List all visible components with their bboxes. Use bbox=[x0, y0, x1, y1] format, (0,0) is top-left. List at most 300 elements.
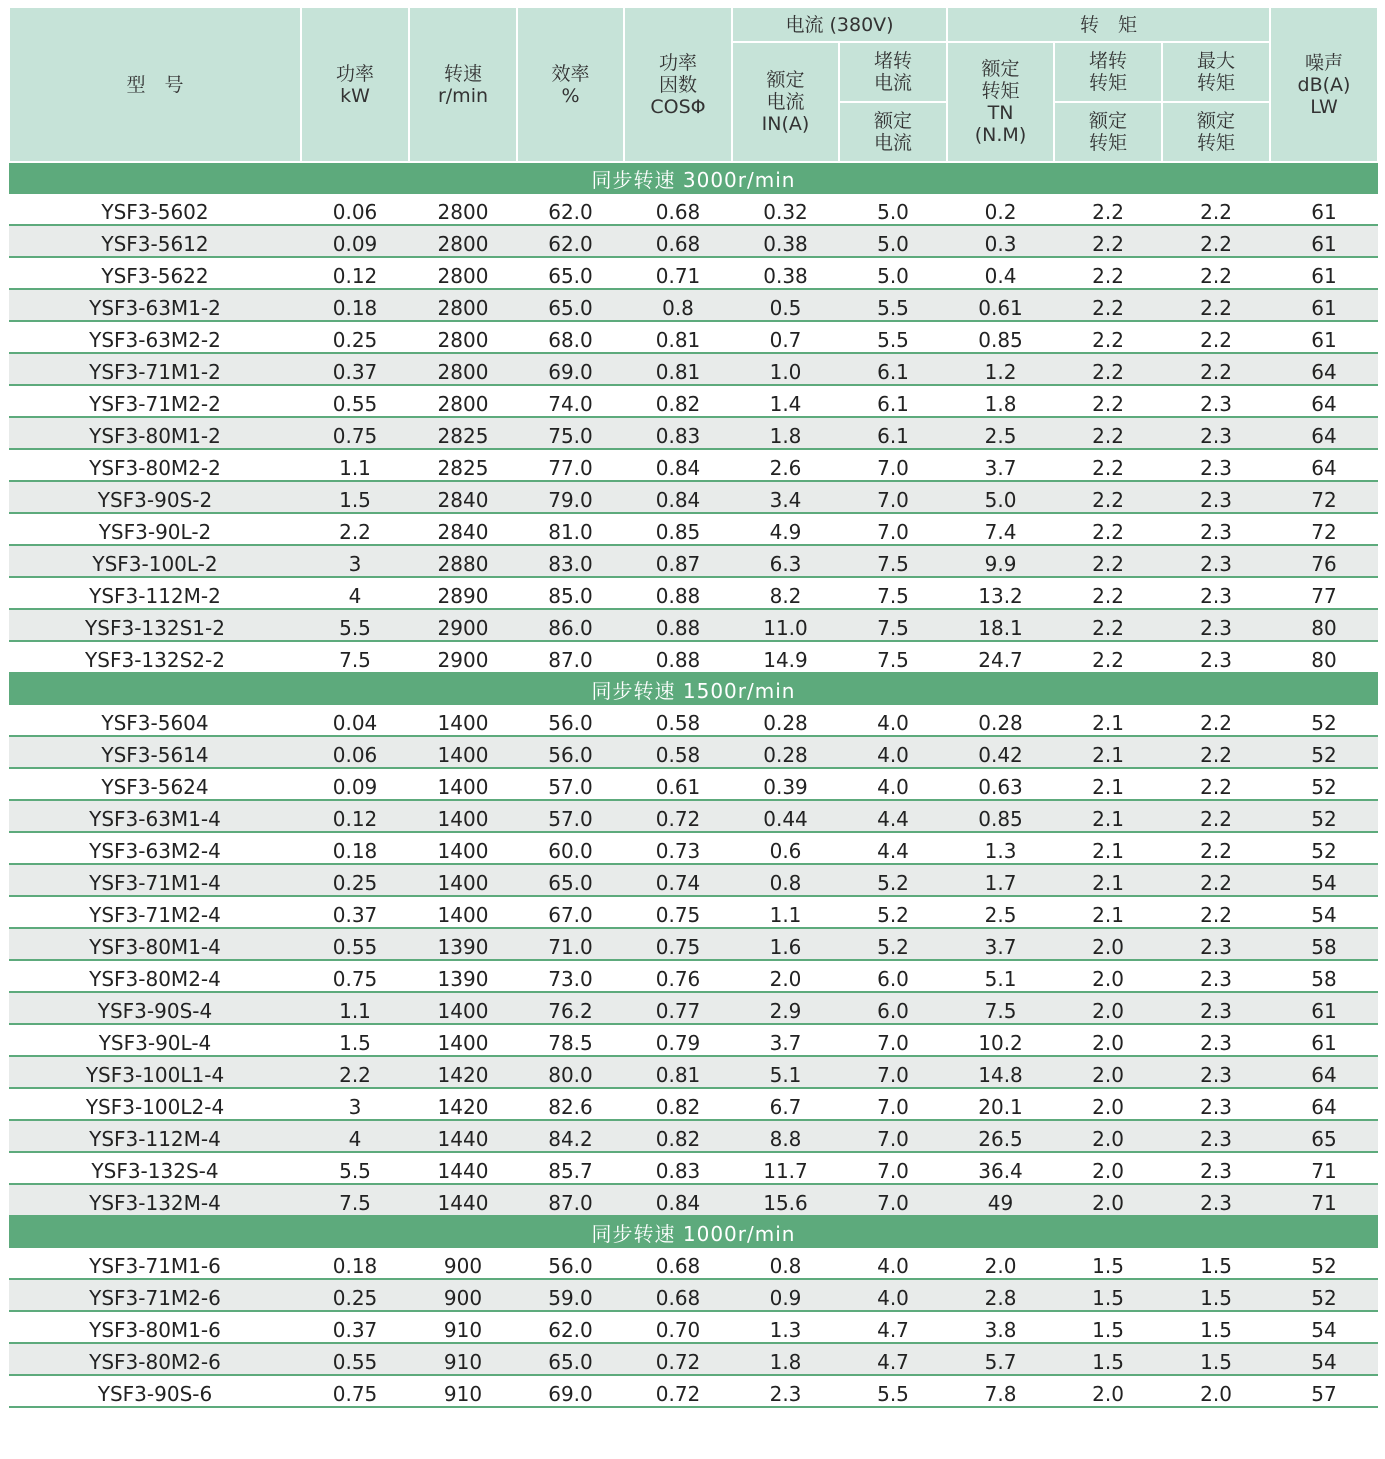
value-cell: 0.55 bbox=[301, 385, 409, 417]
header-power bbox=[301, 7, 409, 162]
table-row bbox=[9, 225, 1378, 257]
value-cell: 8.8 bbox=[732, 1120, 839, 1152]
value-cell: 87.0 bbox=[517, 1184, 624, 1216]
value-cell: 52 bbox=[1270, 1248, 1378, 1279]
value-cell: 3.8 bbox=[947, 1311, 1054, 1343]
value-cell: 5.0 bbox=[947, 481, 1054, 513]
value-cell: 69.0 bbox=[517, 353, 624, 385]
value-cell: 1.3 bbox=[947, 832, 1054, 864]
value-cell: 900 bbox=[409, 1248, 517, 1279]
value-cell: 52 bbox=[1270, 1279, 1378, 1311]
header-lt-bot-line2: 转矩 bbox=[1089, 132, 1128, 154]
value-cell: 0.18 bbox=[301, 289, 409, 321]
value-cell: 4.0 bbox=[839, 768, 947, 800]
value-cell: 2.0 bbox=[1054, 1088, 1162, 1120]
value-cell: 7.0 bbox=[839, 1120, 947, 1152]
value-cell: 26.5 bbox=[947, 1120, 1054, 1152]
value-cell: 4.4 bbox=[839, 800, 947, 832]
value-cell: 0.68 bbox=[624, 194, 732, 225]
value-cell: 7.5 bbox=[839, 545, 947, 577]
value-cell: 9.9 bbox=[947, 545, 1054, 577]
value-cell: 2.0 bbox=[1054, 1375, 1162, 1407]
value-cell: 0.55 bbox=[301, 928, 409, 960]
value-cell: 1.0 bbox=[732, 353, 839, 385]
value-cell: 4.0 bbox=[839, 1248, 947, 1279]
value-cell: 68.0 bbox=[517, 321, 624, 353]
value-cell: 2.2 bbox=[1054, 194, 1162, 225]
value-cell: 0.84 bbox=[624, 449, 732, 481]
value-cell: 2.2 bbox=[1054, 417, 1162, 449]
value-cell: 71.0 bbox=[517, 928, 624, 960]
model-cell: YSF3-80M2-2 bbox=[9, 449, 301, 481]
value-cell: 0.87 bbox=[624, 545, 732, 577]
value-cell: 0.18 bbox=[301, 832, 409, 864]
model-cell: YSF3-5604 bbox=[9, 705, 301, 736]
header-max-torque-top bbox=[1162, 42, 1270, 102]
model-cell: YSF3-132S-4 bbox=[9, 1152, 301, 1184]
value-cell: 61 bbox=[1270, 992, 1378, 1024]
value-cell: 5.2 bbox=[839, 864, 947, 896]
value-cell: 2.2 bbox=[1162, 225, 1270, 257]
value-cell: 0.83 bbox=[624, 1152, 732, 1184]
table-row bbox=[9, 832, 1378, 864]
value-cell: 36.4 bbox=[947, 1152, 1054, 1184]
value-cell: 0.88 bbox=[624, 609, 732, 641]
model-cell: YSF3-63M2-2 bbox=[9, 321, 301, 353]
header-torque-group: 转 矩 bbox=[947, 7, 1270, 42]
value-cell: 49 bbox=[947, 1184, 1054, 1216]
value-cell: 2.3 bbox=[1162, 577, 1270, 609]
value-cell: 5.5 bbox=[839, 321, 947, 353]
header-rt-line3: TN bbox=[987, 102, 1014, 124]
value-cell: 2.2 bbox=[1162, 194, 1270, 225]
value-cell: 74.0 bbox=[517, 385, 624, 417]
table-row bbox=[9, 1311, 1378, 1343]
value-cell: 62.0 bbox=[517, 1311, 624, 1343]
value-cell: 57.0 bbox=[517, 800, 624, 832]
value-cell: 56.0 bbox=[517, 736, 624, 768]
value-cell: 2.8 bbox=[947, 1279, 1054, 1311]
value-cell: 0.38 bbox=[732, 225, 839, 257]
value-cell: 5.1 bbox=[947, 960, 1054, 992]
value-cell: 80 bbox=[1270, 609, 1378, 641]
table-row bbox=[9, 800, 1378, 832]
value-cell: 5.0 bbox=[839, 225, 947, 257]
value-cell: 2.1 bbox=[1054, 705, 1162, 736]
table-row bbox=[9, 1120, 1378, 1152]
value-cell: 0.8 bbox=[732, 1248, 839, 1279]
value-cell: 2.0 bbox=[1054, 1024, 1162, 1056]
value-cell: 2.2 bbox=[1162, 896, 1270, 928]
value-cell: 0.58 bbox=[624, 736, 732, 768]
value-cell: 1.5 bbox=[1162, 1343, 1270, 1375]
table-row bbox=[9, 385, 1378, 417]
header-rt-line1: 额定 bbox=[981, 58, 1020, 80]
value-cell: 0.76 bbox=[624, 960, 732, 992]
value-cell: 1.5 bbox=[1054, 1248, 1162, 1279]
value-cell: 0.39 bbox=[732, 768, 839, 800]
value-cell: 1.5 bbox=[1162, 1248, 1270, 1279]
value-cell: 2.0 bbox=[1054, 1184, 1162, 1216]
value-cell: 0.84 bbox=[624, 481, 732, 513]
value-cell: 57 bbox=[1270, 1375, 1378, 1407]
value-cell: 2800 bbox=[409, 225, 517, 257]
value-cell: 4.7 bbox=[839, 1343, 947, 1375]
header-max-torque-bottom bbox=[1162, 102, 1270, 162]
value-cell: 3 bbox=[301, 1088, 409, 1120]
value-cell: 910 bbox=[409, 1343, 517, 1375]
table-row bbox=[9, 513, 1378, 545]
value-cell: 4.9 bbox=[732, 513, 839, 545]
value-cell: 0.82 bbox=[624, 385, 732, 417]
value-cell: 7.0 bbox=[839, 1184, 947, 1216]
value-cell: 0.68 bbox=[624, 1248, 732, 1279]
header-mt-bot-line1: 额定 bbox=[1197, 110, 1236, 132]
header-mt-top-line2: 转矩 bbox=[1197, 72, 1236, 94]
header-lc-bot-line2: 电流 bbox=[874, 132, 913, 154]
value-cell: 2.2 bbox=[1054, 321, 1162, 353]
value-cell: 2.9 bbox=[732, 992, 839, 1024]
value-cell: 1.4 bbox=[732, 385, 839, 417]
model-cell: YSF3-71M1-2 bbox=[9, 353, 301, 385]
value-cell: 3.4 bbox=[732, 481, 839, 513]
value-cell: 64 bbox=[1270, 449, 1378, 481]
model-cell: YSF3-80M1-4 bbox=[9, 928, 301, 960]
value-cell: 0.72 bbox=[624, 800, 732, 832]
value-cell: 0.04 bbox=[301, 705, 409, 736]
header-rt-line2: 转矩 bbox=[981, 80, 1020, 102]
model-cell: YSF3-63M1-2 bbox=[9, 289, 301, 321]
header-noise bbox=[1270, 7, 1378, 162]
value-cell: 0.82 bbox=[624, 1120, 732, 1152]
value-cell: 1.8 bbox=[732, 417, 839, 449]
value-cell: 65.0 bbox=[517, 1343, 624, 1375]
value-cell: 24.7 bbox=[947, 641, 1054, 673]
value-cell: 0.09 bbox=[301, 225, 409, 257]
value-cell: 1400 bbox=[409, 992, 517, 1024]
header-pf-line2: 因数 bbox=[658, 73, 697, 96]
value-cell: 56.0 bbox=[517, 1248, 624, 1279]
value-cell: 6.3 bbox=[732, 545, 839, 577]
value-cell: 0.82 bbox=[624, 1088, 732, 1120]
value-cell: 6.0 bbox=[839, 960, 947, 992]
table-row bbox=[9, 768, 1378, 800]
value-cell: 0.88 bbox=[624, 577, 732, 609]
value-cell: 2.0 bbox=[1054, 1152, 1162, 1184]
value-cell: 0.37 bbox=[301, 353, 409, 385]
value-cell: 0.75 bbox=[624, 896, 732, 928]
value-cell: 5.5 bbox=[301, 609, 409, 641]
model-cell: YSF3-71M1-6 bbox=[9, 1248, 301, 1279]
value-cell: 2.2 bbox=[1054, 257, 1162, 289]
value-cell: 2800 bbox=[409, 353, 517, 385]
value-cell: 7.0 bbox=[839, 1056, 947, 1088]
value-cell: 52 bbox=[1270, 736, 1378, 768]
header-mt-top-line1: 最大 bbox=[1197, 50, 1236, 72]
value-cell: 1.8 bbox=[732, 1343, 839, 1375]
value-cell: 2.1 bbox=[1054, 864, 1162, 896]
value-cell: 2.0 bbox=[1054, 1056, 1162, 1088]
table-body bbox=[9, 162, 1378, 1407]
value-cell: 0.61 bbox=[947, 289, 1054, 321]
value-cell: 13.2 bbox=[947, 577, 1054, 609]
value-cell: 2.2 bbox=[1054, 289, 1162, 321]
table-row bbox=[9, 609, 1378, 641]
value-cell: 2.3 bbox=[1162, 417, 1270, 449]
value-cell: 4.0 bbox=[839, 736, 947, 768]
value-cell: 4.0 bbox=[839, 1279, 947, 1311]
value-cell: 7.0 bbox=[839, 481, 947, 513]
value-cell: 0.28 bbox=[732, 736, 839, 768]
value-cell: 2.2 bbox=[1162, 736, 1270, 768]
model-cell: YSF3-100L-2 bbox=[9, 545, 301, 577]
value-cell: 7.4 bbox=[947, 513, 1054, 545]
value-cell: 2.0 bbox=[1162, 1375, 1270, 1407]
value-cell: 67.0 bbox=[517, 896, 624, 928]
value-cell: 11.7 bbox=[732, 1152, 839, 1184]
value-cell: 0.75 bbox=[624, 928, 732, 960]
value-cell: 2800 bbox=[409, 257, 517, 289]
value-cell: 0.58 bbox=[624, 705, 732, 736]
value-cell: 0.73 bbox=[624, 832, 732, 864]
value-cell: 6.1 bbox=[839, 353, 947, 385]
value-cell: 62.0 bbox=[517, 225, 624, 257]
header-speed-unit: r/min bbox=[437, 84, 489, 107]
value-cell: 2880 bbox=[409, 545, 517, 577]
value-cell: 1390 bbox=[409, 960, 517, 992]
value-cell: 2.0 bbox=[732, 960, 839, 992]
value-cell: 0.09 bbox=[301, 768, 409, 800]
value-cell: 0.75 bbox=[301, 1375, 409, 1407]
model-cell: YSF3-132S1-2 bbox=[9, 609, 301, 641]
header-lt-bot-line1: 额定 bbox=[1089, 110, 1128, 132]
value-cell: 910 bbox=[409, 1311, 517, 1343]
value-cell: 2.0 bbox=[1054, 960, 1162, 992]
value-cell: 6.0 bbox=[839, 992, 947, 1024]
value-cell: 57.0 bbox=[517, 768, 624, 800]
value-cell: 0.68 bbox=[624, 1279, 732, 1311]
value-cell: 1400 bbox=[409, 896, 517, 928]
model-cell: YSF3-80M1-6 bbox=[9, 1311, 301, 1343]
value-cell: 2.0 bbox=[1054, 992, 1162, 1024]
value-cell: 0.85 bbox=[624, 513, 732, 545]
value-cell: 1440 bbox=[409, 1120, 517, 1152]
value-cell: 2.3 bbox=[1162, 641, 1270, 673]
value-cell: 900 bbox=[409, 1279, 517, 1311]
value-cell: 7.0 bbox=[839, 449, 947, 481]
value-cell: 7.5 bbox=[947, 992, 1054, 1024]
value-cell: 4.4 bbox=[839, 832, 947, 864]
value-cell: 0.72 bbox=[624, 1343, 732, 1375]
value-cell: 2.3 bbox=[1162, 1184, 1270, 1216]
value-cell: 87.0 bbox=[517, 641, 624, 673]
table-row bbox=[9, 992, 1378, 1024]
value-cell: 1400 bbox=[409, 832, 517, 864]
value-cell: 2.3 bbox=[1162, 1088, 1270, 1120]
value-cell: 0.5 bbox=[732, 289, 839, 321]
header-power-unit: kW bbox=[340, 84, 370, 107]
value-cell: 5.2 bbox=[839, 928, 947, 960]
value-cell: 2.2 bbox=[1162, 257, 1270, 289]
value-cell: 1.1 bbox=[301, 992, 409, 1024]
value-cell: 2.2 bbox=[1054, 513, 1162, 545]
value-cell: 10.2 bbox=[947, 1024, 1054, 1056]
value-cell: 0.9 bbox=[732, 1279, 839, 1311]
value-cell: 84.2 bbox=[517, 1120, 624, 1152]
value-cell: 1400 bbox=[409, 864, 517, 896]
table-row bbox=[9, 1024, 1378, 1056]
value-cell: 61 bbox=[1270, 225, 1378, 257]
value-cell: 0.84 bbox=[624, 1184, 732, 1216]
model-cell: YSF3-5602 bbox=[9, 194, 301, 225]
header-rated-current bbox=[732, 42, 839, 162]
value-cell: 1.3 bbox=[732, 1311, 839, 1343]
value-cell: 0.85 bbox=[947, 321, 1054, 353]
value-cell: 2.2 bbox=[301, 1056, 409, 1088]
value-cell: 71 bbox=[1270, 1152, 1378, 1184]
value-cell: 1390 bbox=[409, 928, 517, 960]
value-cell: 1420 bbox=[409, 1056, 517, 1088]
value-cell: 77 bbox=[1270, 577, 1378, 609]
value-cell: 61 bbox=[1270, 321, 1378, 353]
value-cell: 0.4 bbox=[947, 257, 1054, 289]
value-cell: 5.0 bbox=[839, 257, 947, 289]
value-cell: 76 bbox=[1270, 545, 1378, 577]
value-cell: 7.5 bbox=[839, 609, 947, 641]
value-cell: 910 bbox=[409, 1375, 517, 1407]
model-cell: YSF3-90L-2 bbox=[9, 513, 301, 545]
header-lc-bot-line1: 额定 bbox=[874, 110, 913, 132]
value-cell: 5.5 bbox=[839, 289, 947, 321]
value-cell: 2825 bbox=[409, 449, 517, 481]
header-speed-line: 转速 bbox=[443, 62, 482, 85]
value-cell: 18.1 bbox=[947, 609, 1054, 641]
model-cell: YSF3-90S-4 bbox=[9, 992, 301, 1024]
model-cell: YSF3-80M2-4 bbox=[9, 960, 301, 992]
value-cell: 72 bbox=[1270, 513, 1378, 545]
value-cell: 7.0 bbox=[839, 1024, 947, 1056]
value-cell: 2.3 bbox=[1162, 513, 1270, 545]
value-cell: 62.0 bbox=[517, 194, 624, 225]
value-cell: 1.5 bbox=[1054, 1343, 1162, 1375]
value-cell: 0.70 bbox=[624, 1311, 732, 1343]
value-cell: 85.7 bbox=[517, 1152, 624, 1184]
value-cell: 1.5 bbox=[1162, 1279, 1270, 1311]
value-cell: 75.0 bbox=[517, 417, 624, 449]
value-cell: 73.0 bbox=[517, 960, 624, 992]
value-cell: 2.2 bbox=[1054, 577, 1162, 609]
value-cell: 1400 bbox=[409, 736, 517, 768]
value-cell: 1.5 bbox=[1054, 1279, 1162, 1311]
value-cell: 2.1 bbox=[1054, 896, 1162, 928]
header-power-line: 功率 bbox=[335, 62, 374, 85]
header-rc-line1: 额定 bbox=[766, 69, 805, 91]
value-cell: 2.3 bbox=[732, 1375, 839, 1407]
value-cell: 0.75 bbox=[301, 960, 409, 992]
value-cell: 52 bbox=[1270, 800, 1378, 832]
header-rc-line2: 电流 bbox=[766, 91, 805, 113]
value-cell: 2.5 bbox=[947, 896, 1054, 928]
value-cell: 1.1 bbox=[301, 449, 409, 481]
value-cell: 0.38 bbox=[732, 257, 839, 289]
value-cell: 2.2 bbox=[1054, 481, 1162, 513]
value-cell: 81.0 bbox=[517, 513, 624, 545]
value-cell: 4.0 bbox=[839, 705, 947, 736]
value-cell: 2.6 bbox=[732, 449, 839, 481]
value-cell: 2.3 bbox=[1162, 928, 1270, 960]
header-power-factor bbox=[624, 7, 732, 162]
value-cell: 0.55 bbox=[301, 1343, 409, 1375]
value-cell: 2.2 bbox=[1054, 449, 1162, 481]
value-cell: 5.1 bbox=[732, 1056, 839, 1088]
value-cell: 1440 bbox=[409, 1152, 517, 1184]
model-cell: YSF3-5612 bbox=[9, 225, 301, 257]
header-lt-top-line1: 堵转 bbox=[1089, 50, 1128, 72]
value-cell: 2.3 bbox=[1162, 609, 1270, 641]
section-title: 同步转速 3000r/min bbox=[9, 162, 1378, 194]
value-cell: 5.7 bbox=[947, 1343, 1054, 1375]
value-cell: 64 bbox=[1270, 353, 1378, 385]
value-cell: 6.1 bbox=[839, 385, 947, 417]
value-cell: 2900 bbox=[409, 641, 517, 673]
value-cell: 0.28 bbox=[947, 705, 1054, 736]
value-cell: 2.3 bbox=[1162, 1024, 1270, 1056]
value-cell: 11.0 bbox=[732, 609, 839, 641]
value-cell: 14.8 bbox=[947, 1056, 1054, 1088]
table-row bbox=[9, 896, 1378, 928]
value-cell: 7.5 bbox=[839, 577, 947, 609]
value-cell: 2.3 bbox=[1162, 992, 1270, 1024]
value-cell: 2800 bbox=[409, 289, 517, 321]
header-lt-top-line2: 转矩 bbox=[1089, 72, 1128, 94]
value-cell: 0.3 bbox=[947, 225, 1054, 257]
value-cell: 2.3 bbox=[1162, 1120, 1270, 1152]
table-row bbox=[9, 353, 1378, 385]
model-cell: YSF3-71M2-6 bbox=[9, 1279, 301, 1311]
value-cell: 15.6 bbox=[732, 1184, 839, 1216]
header-speed bbox=[409, 7, 517, 162]
header-lc-top-line1: 堵转 bbox=[874, 50, 913, 72]
value-cell: 2.2 bbox=[1162, 768, 1270, 800]
value-cell: 2.0 bbox=[1054, 928, 1162, 960]
value-cell: 77.0 bbox=[517, 449, 624, 481]
value-cell: 2.2 bbox=[1054, 385, 1162, 417]
value-cell: 0.85 bbox=[947, 800, 1054, 832]
value-cell: 0.88 bbox=[624, 641, 732, 673]
value-cell: 1.5 bbox=[1162, 1311, 1270, 1343]
value-cell: 2900 bbox=[409, 609, 517, 641]
value-cell: 65.0 bbox=[517, 864, 624, 896]
value-cell: 0.25 bbox=[301, 864, 409, 896]
header-lc-top-line2: 电流 bbox=[874, 72, 913, 94]
table-row bbox=[9, 289, 1378, 321]
value-cell: 0.72 bbox=[624, 1375, 732, 1407]
header-locked-torque-top bbox=[1054, 42, 1162, 102]
value-cell: 0.71 bbox=[624, 257, 732, 289]
value-cell: 1420 bbox=[409, 1088, 517, 1120]
header-efficiency-line: 效率 bbox=[551, 62, 590, 85]
value-cell: 80.0 bbox=[517, 1056, 624, 1088]
value-cell: 64 bbox=[1270, 1088, 1378, 1120]
model-cell: YSF3-5622 bbox=[9, 257, 301, 289]
value-cell: 79.0 bbox=[517, 481, 624, 513]
value-cell: 0.63 bbox=[947, 768, 1054, 800]
value-cell: 0.25 bbox=[301, 321, 409, 353]
header-rated-torque bbox=[947, 42, 1054, 162]
value-cell: 85.0 bbox=[517, 577, 624, 609]
value-cell: 7.5 bbox=[839, 641, 947, 673]
value-cell: 0.06 bbox=[301, 194, 409, 225]
